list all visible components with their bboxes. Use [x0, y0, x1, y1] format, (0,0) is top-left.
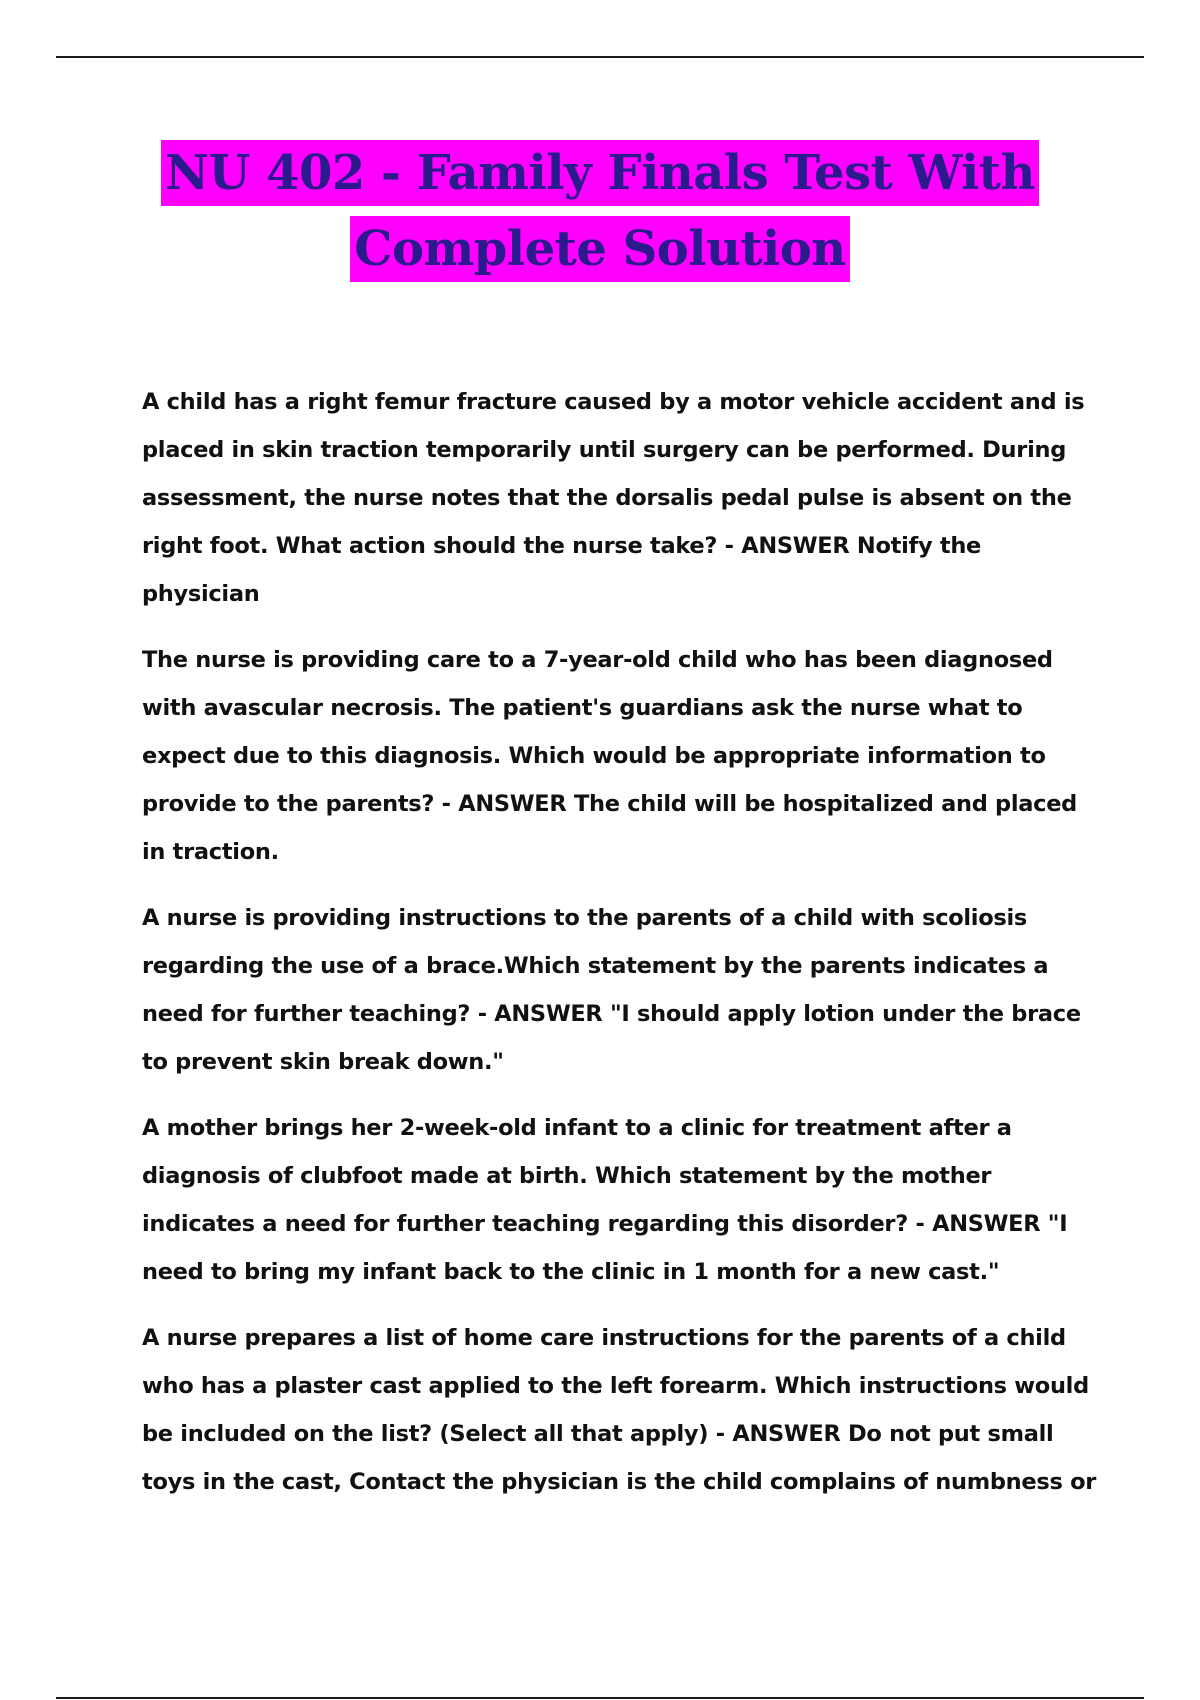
- answer-text: Do not put small toys in the cast, Contact the physician is the child complains of numbness or: [142, 1421, 1097, 1495]
- answer-text: "I need to bring my infant back to the clinic in 1 month for a new cast.": [142, 1211, 1068, 1285]
- answer-separator: - ANSWER: [708, 1421, 849, 1447]
- answer-separator: - ANSWER: [470, 1001, 610, 1027]
- question-answer-list: [142, 378, 1102, 1524]
- question-text: A child has a right femur fracture caused by a motor vehicle accident and is placed in skin traction temporarily until surgery can be performed. During assessment, the nurse notes that the dorsalis pedal pulse is absent on the right foot. What action should the nurse take?: [142, 389, 1085, 559]
- answer-text: The child will be hospitalized and placed in traction.: [142, 791, 1077, 865]
- qa-item-4: [142, 1104, 1102, 1296]
- answer-separator: - ANSWER: [717, 533, 857, 559]
- qa-item-3: [142, 894, 1102, 1086]
- answer-text: "I should apply lotion under the brace to prevent skin break down.": [142, 1001, 1081, 1075]
- question-text: A nurse is providing instructions to the parents of a child with scoliosis regarding the use of a brace.Which statement by the parents indicates a need for further teaching?: [142, 905, 1049, 1027]
- question-text: The nurse is providing care to a 7-year-old child who has been diagnosed with avascular necrosis. The patient's guardians ask the nurse what to expect due to this diagnosis. Which would be appropriate information to provide to the parents?: [142, 647, 1053, 817]
- qa-item-5: [142, 1314, 1102, 1506]
- title-line-1: NU 402 - Family Finals Test With: [161, 140, 1039, 206]
- document-title: [0, 140, 1200, 292]
- qa-item-2: [142, 636, 1102, 876]
- answer-separator: - ANSWER: [434, 791, 574, 817]
- question-text: A mother brings her 2-week-old infant to a clinic for treatment after a diagnosis of clubfoot made at birth. Which statement by the mother indicates a need for further teaching regarding this disorder?: [142, 1115, 1012, 1237]
- top-rule: [56, 56, 1144, 58]
- answer-separator: - ANSWER: [907, 1211, 1048, 1237]
- qa-item-1: [142, 378, 1102, 618]
- bottom-rule: [56, 1697, 1144, 1699]
- answer-text: Notify the physician: [142, 533, 982, 607]
- question-text: A nurse prepares a list of home care instructions for the parents of a child who has a plaster cast applied to the left forearm. Which instructions would be included on the list? (Select all that apply): [142, 1325, 1089, 1447]
- title-line-2: Complete Solution: [350, 216, 849, 282]
